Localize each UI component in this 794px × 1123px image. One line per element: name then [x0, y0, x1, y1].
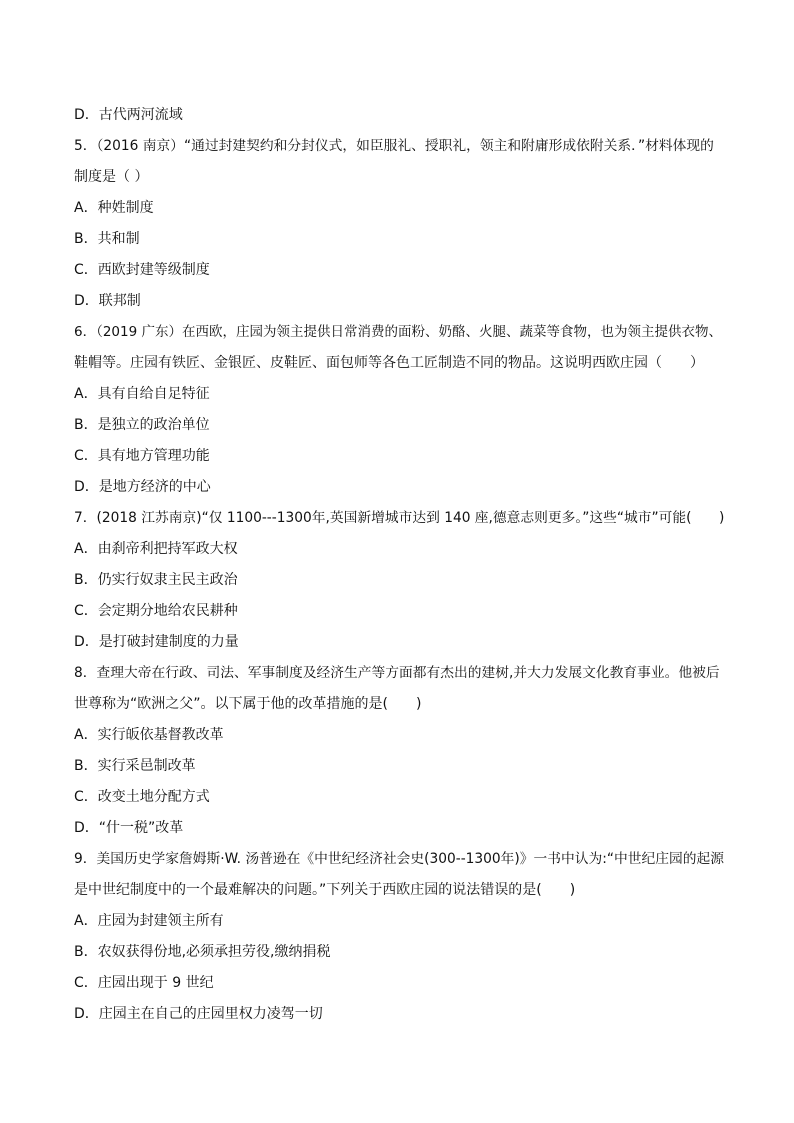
question-5-option-b: B．共和制	[74, 231, 140, 247]
option-d-prev: D．古代两河流域	[74, 107, 183, 123]
question-9-option-a: A．庄园为封建领主所有	[74, 913, 224, 929]
question-7-option-c: C．会定期分地给农民耕种	[74, 603, 238, 619]
question-8-option-a: A．实行皈依基督教改革	[74, 727, 224, 743]
question-6-option-c: C．具有地方管理功能	[74, 448, 210, 464]
question-7-option-a: A．由刹帝利把持军政大权	[74, 541, 238, 557]
question-8-option-b: B．实行采邑制改革	[74, 758, 196, 774]
question-8-stem-line2: 世尊称为“欧洲之父”。以下属于他的改革措施的是( )	[74, 696, 422, 712]
question-8-option-d: D．“什一税”改革	[74, 820, 184, 836]
question-7-option-b: B．仍实行奴隶主民主政治	[74, 572, 238, 588]
question-6-stem-line2: 鞋帽等。庄园有铁匠、金银匠、皮鞋匠、面包师等各色工匠制造不同的物品。这说明西欧庄园（ ）	[74, 355, 704, 371]
question-list	[74, 100, 724, 1030]
question-9-stem-line1: 9．美国历史学家詹姆斯·W. 汤普逊在《中世纪经济社会史(300--1300年)》一书中认为:“中世纪庄园的起源	[74, 851, 725, 867]
question-8-option-c: C．改变土地分配方式	[74, 789, 210, 805]
question-6-option-d: D．是地方经济的中心	[74, 479, 211, 495]
question-6-stem-line1: 6．（2019 广东）在西欧，庄园为领主提供日常消费的面粉、奶酪、火腿、蔬菜等食物，也为领主提供衣物、	[74, 324, 722, 340]
question-9-option-b: B．农奴获得份地,必须承担劳役,缴纳捐税	[74, 944, 331, 960]
question-5-stem-line1: 5．（2016 南京）“通过封建契约和分封仪式，如臣服礼、授职礼，领主和附庸形成依附关系．”材料体现的	[74, 138, 714, 154]
question-5-option-a: A．种姓制度	[74, 200, 154, 216]
question-9-stem-line2: 是中世纪制度中的一个最难解决的问题。”下列关于西欧庄园的说法错误的是( )	[74, 882, 576, 898]
question-6-option-a: A．具有自给自足特征	[74, 386, 210, 402]
question-9-option-c: C．庄园出现于 9 世纪	[74, 975, 214, 991]
question-5-stem-line2: 制度是（ ）	[74, 169, 149, 185]
question-5-option-c: C．西欧封建等级制度	[74, 262, 210, 278]
question-7-stem: 7．(2018 江苏南京)“仅 1100---1300年,英国新增城市达到 140 座,德意志则更多。”这些“城市”可能( )	[74, 510, 725, 526]
question-6-option-b: B．是独立的政治单位	[74, 417, 210, 433]
question-5-option-d: D．联邦制	[74, 293, 141, 309]
question-9-option-d: D．庄园主在自己的庄园里权力凌驾一切	[74, 1006, 323, 1022]
question-8-stem-line1: 8．查理大帝在行政、司法、军事制度及经济生产等方面都有杰出的建树,并大力发展文化教育事业。他被后	[74, 665, 720, 681]
question-7-option-d: D．是打破封建制度的力量	[74, 634, 239, 650]
